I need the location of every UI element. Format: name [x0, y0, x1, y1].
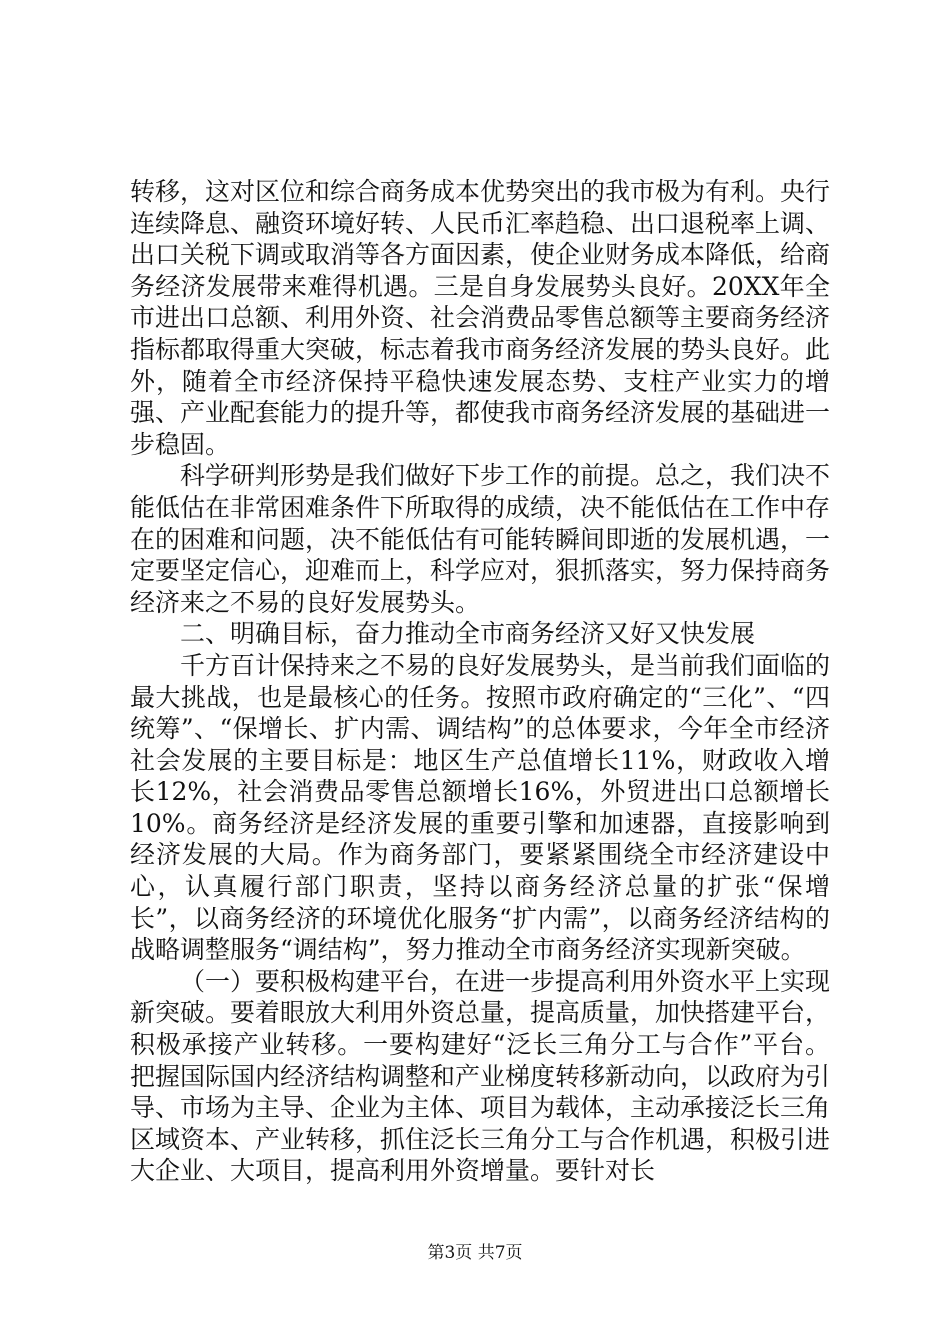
document-body	[130, 176, 830, 1187]
paragraph-1: 转移，这对区位和综合商务成本优势突出的我市极为有利。央行连续降息、融资环境好转、人民币汇率趋稳、出口退税率上调、出口关税下调或取消等各方面因素，使企业财务成本降低，给商务经济发展带来难得机遇。三是自身发展势头良好。20XX年全市进出口总额、利用外资、社会消费品零售总额等主要商务经济指标都取得重大突破，标志着我市商务经济发展的势头良好。此外，随着全市经济保持平稳快速发展态势、支柱产业实力的增强、产业配套能力的提升等，都使我市商务经济发展的基础进一步稳固。	[130, 177, 831, 459]
paragraph-2: 科学研判形势是我们做好下步工作的前提。总之，我们决不能低估在非常困难条件下所取得的成绩，决不能低估在工作中存在的困难和问题，决不能低估有可能转瞬间即逝的发展机遇，一定要坚定信心，迎难而上，科学应对，狠抓落实，努力保持商务经济来之不易的良好发展势头。	[130, 461, 831, 617]
section-heading: 二、明确目标，奋力推动全市商务经济又好又快发展	[180, 619, 756, 649]
page-number-footer: 第3页 共7页	[427, 1243, 523, 1263]
paragraph-3: 千方百计保持来之不易的良好发展势头，是当前我们面临的最大挑战，也是最核心的任务。按照市政府确定的“三化”、“四统筹”、“保增长、扩内需、调结构”的总体要求，今年全市经济社会发展的主要目标是：地区生产总值增长11%，财政收入增长12%，社会消费品零售总额增长16%，外贸进出口总额增长10%。商务经济是经济发展的重要引擎和加速器，直接影响到经济发展的大局。作为商务部门，要紧紧围绕全市经济建设中心，认真履行部门职责，坚持以商务经济总量的扩张“保增长”，以商务经济的环境优化服务“扩内需”，以商务经济结构的战略调整服务“调结构”，努力推动全市商务经济实现新突破。	[130, 650, 831, 965]
paragraph-4: （一）要积极构建平台，在进一步提高利用外资水平上实现新突破。要着眼放大利用外资总量，提高质量，加快搭建平台，积极承接产业转移。一要构建好“泛长三角分工与合作”平台。把握国际国内经济结构调整和产业梯度转移新动向，以政府为引导、市场为主导、企业为主体、项目为载体，主动承接泛长三角区域资本、产业转移，抓住泛长三角分工与合作机遇，积极引进大企业、大项目，提高利用外资增量。要针对长	[130, 966, 831, 1186]
